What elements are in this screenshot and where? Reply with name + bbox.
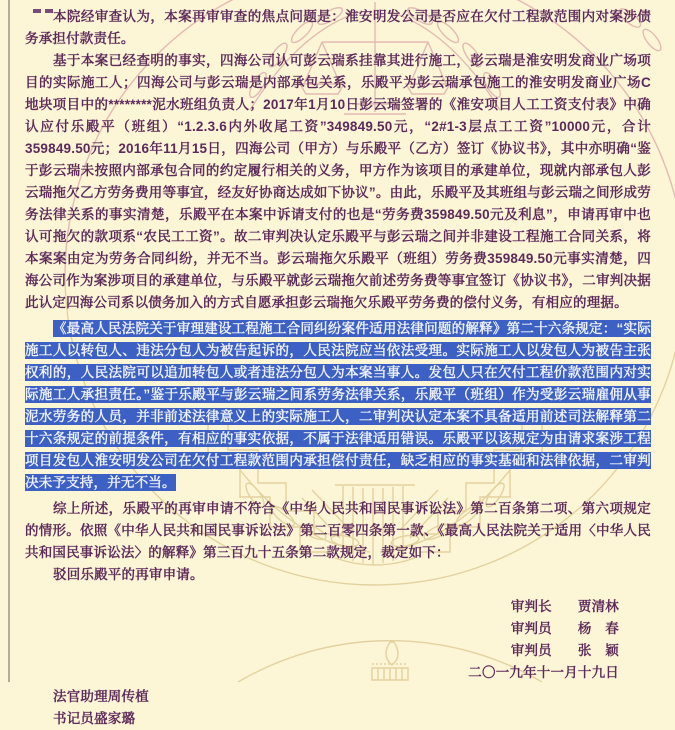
document-body	[0, 6, 675, 730]
paragraph-legal-analysis	[25, 318, 651, 494]
presiding-judge-row	[25, 596, 619, 618]
judge-row	[25, 640, 619, 662]
judge-name: 杨 春	[577, 621, 619, 636]
clerk-block	[25, 686, 651, 730]
paragraph-ruling: 驳回乐殿平的再审申请。	[53, 567, 204, 582]
judge-assistant-line: 法官助理周传植	[53, 689, 149, 704]
judge-role: 审判员	[510, 643, 552, 658]
cut-off-line-fragment	[33, 0, 57, 5]
court-clerk-line: 书记员盛家璐	[53, 711, 136, 726]
paragraph-conclusion: 综上所述，乐殿平的再审申请不符合《中华人民共和国民事诉讼法》第二百条第二项、第六项规定的情形。依照《中华人民共和国民事诉讼法》第二百零四条第一款、《最高人民法院关于适用〈中华人民共和国民事诉讼法〉的解释》第三百九十五条第二款规定，裁定如下：	[25, 501, 651, 560]
ruling-date: 二〇一九年十一月十九日	[468, 665, 619, 680]
judge-name: 贾清林	[577, 599, 619, 614]
signature-block	[25, 596, 651, 684]
judge-row	[25, 618, 619, 640]
paragraph-focus-issue: 本院经审查认为，本案再审审查的焦点问题是：淮安明发公司是否应在欠付工程款范围内对案涉债务承担付款责任。	[25, 9, 651, 46]
judge-name: 张 颖	[577, 643, 619, 658]
judge-role: 审判员	[510, 621, 552, 636]
judge-role: 审判长	[510, 599, 552, 614]
paragraph-case-facts: 基于本案已经查明的事实，四海公司认可彭云瑞系挂靠其进行施工，彭云瑞是淮安明发商业广场项目的实际施工人；四海公司与彭云瑞是内部承包关系，乐殿平为彭云瑞承包施工的淮安明发商业广场C地块项目中的********泥水班组负责人；2017年1月10日彭云瑞签署的《淮安项目人工工资支付表》中确认应付乐殿平（班组）“1.2.3.6内外收尾工资”349849.50元，“2#1-3层点工工资”10000元，合计359849.50元；2016年11月15日，四海公司（甲方）与乐殿平（乙方）签订《协议书》，其中亦明确“鉴于彭云瑞未按照内部承包合同的约定履行相关的义务，甲方作为该项目的承建单位，现就内部承包人彭云瑞拖欠乙方劳务费用等事宜，经友好协商达成如下协议”。由此，乐殿平及其班组与彭云瑞之间形成劳务法律关系的事实清楚，乐殿平在本案中诉请支付的也是“劳务费359849.50元及利息”，申请再审中也认可拖欠的款项系“农民工工资”。故二审判决认定乐殿平与彭云瑞之间并非建设工程施工合同关系，将本案案由定为劳务合同纠纷，并无不当。彭云瑞拖欠乐殿平（班组）劳务费359849.50元事实清楚，四海公司作为案涉项目的承建单位，与乐殿平就彭云瑞拖欠前述劳务费等事宜签订《协议书》，二审判决据此认定四海公司系以债务加入的方式自愿承担彭云瑞拖欠乐殿平劳务费的偿付义务，有相应的理据。	[25, 53, 651, 310]
selected-text[interactable]: 《最高人民法院关于审理建设工程施工合同纠纷案件适用法律问题的解释》第二十六条规定：“实际施工人以转包人、违法分包人为被告起诉的，人民法院应当依法受理。实际施工人以发包人为被告主张权利的，人民法院可以追加转包人或者违法分包人为本案当事人。发包人只在欠付工程价款范围内对实际施工人承担责任。”鉴于乐殿平与彭云瑞之间系劳务法律关系，乐殿平（班组）作为受彭云瑞雇佣从事泥水劳务的人员，并非前述法律意义上的实际施工人，二审判决认定本案不具备适用前述司法解释第二十六条规定的前提条件，有相应的事实依据，不属于法律适用错误。乐殿平以该规定为由请求案涉工程项目发包人淮安明发公司在欠付工程款范围内承担偿付责任，缺乏相应的事实基础和法律依据，二审判决未予支持，并无不当。	[25, 321, 651, 490]
